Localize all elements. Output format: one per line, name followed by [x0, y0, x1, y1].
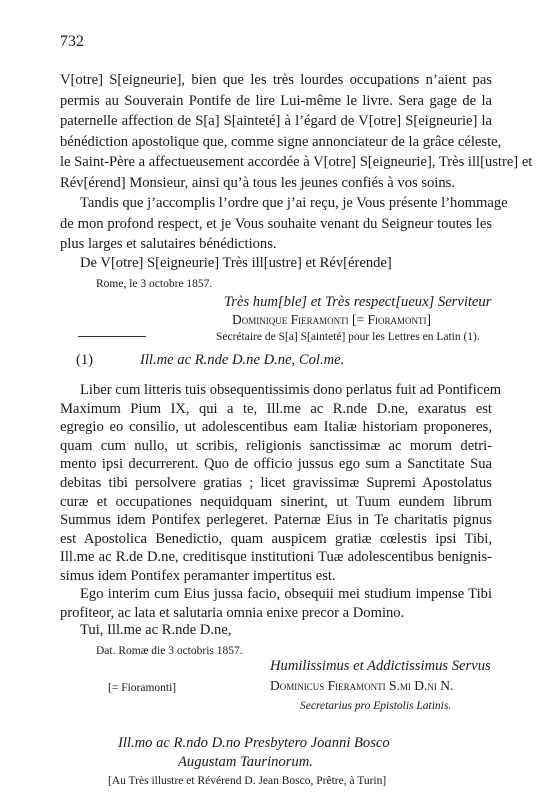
latin-date: Dat. Romæ die 3 octobris 1857. [96, 645, 243, 657]
text-line: Maximum Pium IX, qui a te, Ill.me ac R.nde D.ne, exaratus est [60, 400, 492, 417]
french-date: Rome, le 3 octobre 1857. [96, 278, 213, 290]
text-line: mento ipsi decurrerent. Quo de officio jussus ego sum a Sanctitate Sua [60, 456, 492, 473]
footnote-marker: (1) [76, 352, 94, 368]
french-salutation: De V[otre] S[eigneurie] Très ill[ustre] et Rév[érende] [80, 255, 392, 271]
latin-signature-title: Secretarius pro Epistolis Latinis. [300, 700, 452, 712]
text-line: profiteor, ac lata et salutaria omnia enixe precor a Domino. [60, 604, 405, 621]
text-line: simus idem Pontifex peramanter impertitus est. [60, 567, 336, 584]
addressee-line-1: Ill.mo ac R.ndo D.no Presbytero Joanni Bosco [118, 735, 390, 751]
text-line: curæ et occupationes nequidquam sinerint, ut Tuum eundem librum [60, 493, 492, 510]
addressee-line-2: Augustam Taurinorum. [178, 754, 313, 770]
french-signature-title: Secrétaire de S[a] S[ainteté] pour les Lettres en Latin (1). [216, 331, 480, 343]
page-number: 732 [60, 33, 84, 50]
latin-salutation: Tui, Ill.me ac R.nde D.ne, [80, 622, 232, 638]
text-line: Liber cum litteris tuis obsequentissimis dono perlatus fuit ad Pontificem [80, 382, 502, 398]
text-line: Rév[érend] Monsieur, ainsi qu’à tous les jeunes confiés à vos soins. [60, 174, 455, 191]
text-line: permis au Souverain Pontife de lire Lui-même le livre. Sera gage de la [60, 92, 492, 109]
french-paragraph-1 [60, 70, 533, 193]
latin-closing: Humilissimus et Addictissimus Servus [270, 658, 491, 674]
latin-signature: Dominicus Fieramonti S.mi D.ni N. [270, 678, 454, 693]
text-line: de mon profond respect, et je Vous souhaite venant du Seigneur toutes les [60, 215, 492, 232]
footnote-address: Ill.me ac R.nde D.ne D.ne, Col.me. [140, 352, 345, 368]
text-line: Summus idem Pontifex perlegeret. Paternæ Eius in Te charitatis pignus [60, 512, 492, 529]
footnote-divider [78, 336, 146, 337]
text-line: le Saint-Père a affectueusement accordée à V[otre] S[eigneurie], Très ill[ustre] et [60, 154, 533, 170]
text-line: debitas tibi persolvere gratias ; licet gravissimæ Supremi Apostolatus [60, 474, 492, 491]
text-line: paternelle affection de S[a] S[ainteté] à l’égard de V[otre] S[eigneurie] la [60, 113, 492, 129]
text-line: Ill.me ac R.de D.ne, creditisque institutioni Tuæ adolescentibus benignis- [60, 549, 492, 566]
text-line: Tandis que j’accomplis l’ordre que j’ai reçu, je Vous présente l’hommage [80, 195, 508, 211]
text-line: quam cum nullo, ut scribis, religionis sanctissimæ ac morum detri- [60, 437, 492, 454]
text-line: est Apostolica Benedictio, quam auspicem gratiæ cœlestis ipsi Tibi, [60, 530, 492, 547]
text-line: V[otre] S[eigneurie], bien que les très lourdes occupations n’aient pas [60, 72, 492, 88]
text-line: Ego interim cum Eius jussa facio, obsequii mei studium impense Tibi [80, 586, 492, 602]
text-line: bénédiction apostolique que, comme signe annonciateur de la grâce céleste, [60, 133, 502, 150]
text-line: plus larges et salutaires bénédictions. [60, 236, 277, 252]
french-closing: Très hum[ble] et Très respect[ueux] Serviteur [224, 294, 492, 310]
addressee-translation: [Au Très illustre et Révérend D. Jean Bosco, Prêtre, à Turin] [108, 775, 387, 787]
latin-paragraph-2 [60, 585, 492, 622]
text-line: egregio eo consilio, ut adolescentibus eam Italiæ historiam proponeres, [60, 419, 492, 436]
latin-bracket-note: [= Fioramonti] [108, 682, 177, 694]
french-signature: Dominique Fieramonti [= Fioramonti] [232, 312, 431, 327]
latin-paragraph-1 [60, 381, 502, 586]
french-paragraph-2 [60, 193, 508, 255]
